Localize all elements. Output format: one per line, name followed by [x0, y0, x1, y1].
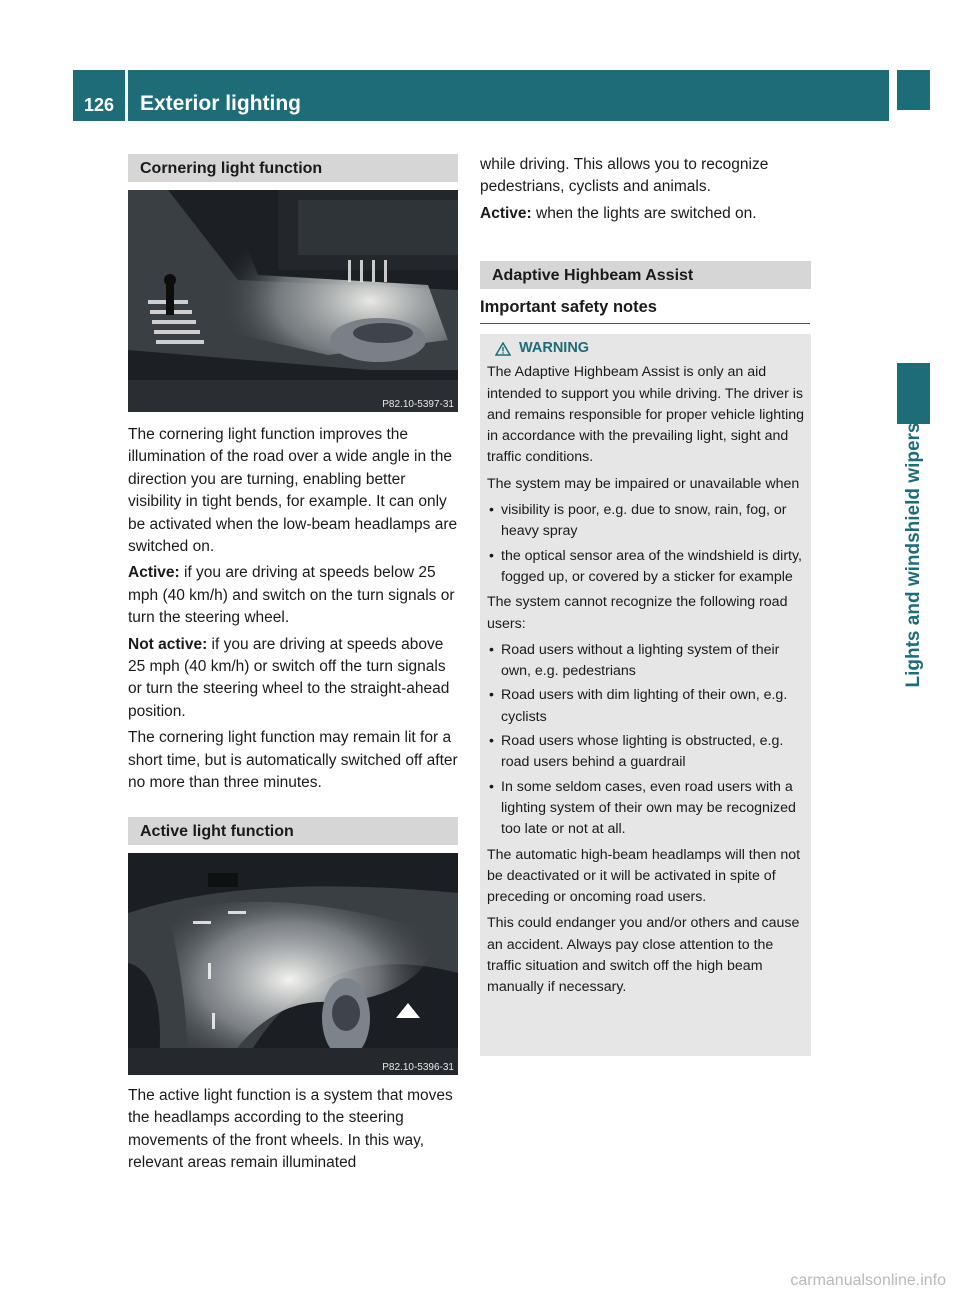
- warning-paragraph: The automatic high-beam headlamps will then not be deactivated or it will be activated in spite of preceding or oncoming road users.: [487, 846, 801, 906]
- warning-paragraph: The Adaptive Highbeam Assist is only an aid intended to support you while driving. The driver is and remains responsible for proper vehicle lighting in accordance with the prevailing light, sight and traffic conditions.: [487, 364, 805, 466]
- warning-paragraph: This could endanger you and/or others and cause an accident. Always pay close attention to the traffic situation and switch off the high beam manually if necessary.: [487, 915, 800, 996]
- list-item: • Road users without a lighting system of their own, e.g. pedestrians: [487, 640, 807, 683]
- subheading-safety-notes: Important safety notes: [480, 298, 810, 324]
- warning-list: [487, 500, 807, 588]
- figure-code: P82.10-5397-31: [382, 399, 454, 410]
- paragraph: The cornering light function improves the illumination of the road over a wide angle in the direction you are turning, enabling better visibility in tight bends, for example. It can only be activated when the low-beam headlamps are switched on.: [128, 426, 458, 556]
- page-number: 126: [83, 95, 115, 115]
- watermark: carmanualsonline.info: [790, 1272, 946, 1289]
- page-title: Exterior lighting: [140, 92, 302, 115]
- paragraph: while driving. This allows you to recognize pedestrians, cyclists and animals.: [480, 156, 769, 196]
- section-heading-highbeam-assist: Adaptive Highbeam Assist: [480, 261, 811, 289]
- paragraph-active: Active: if you are driving at speeds below 25 mph (40 km/h) and switch on the turn signals or turn the steering wheel.: [128, 564, 455, 627]
- cornering-light-illustration: [128, 190, 458, 412]
- warning-paragraph: The system cannot recognize the following road users:: [487, 594, 788, 632]
- list-item: • In some seldom cases, even road users with a lighting system of their own may be recognized too late or not at all.: [487, 777, 807, 841]
- list-item: • Road users whose lighting is obstructed, e.g. road users behind a guardrail: [487, 731, 807, 774]
- header-divider: [125, 70, 128, 121]
- warning-content: [487, 338, 807, 1004]
- active-light-illustration: [128, 853, 458, 1075]
- section-heading-active-light: Active light function: [128, 817, 458, 845]
- cornering-light-scene: [128, 190, 458, 412]
- paragraph: The active light function is a system that moves the headlamps according to the steering movements of the front wheels. In this way, relevant areas remain illuminated: [128, 1087, 453, 1172]
- section-heading-cornering-light: Cornering light function: [128, 154, 458, 182]
- list-item: • Road users with dim lighting of their own, e.g. cyclists: [487, 685, 807, 728]
- warning-list: [487, 640, 807, 841]
- active-light-text: [128, 1085, 460, 1179]
- side-tab-title: Lights and windshield wipers: [902, 422, 924, 688]
- warning-triangle-icon: [495, 342, 511, 356]
- list-item: • visibility is poor, e.g. due to snow, rain, fog, or heavy spray: [487, 500, 807, 543]
- paragraph-active: Active: when the lights are switched on.: [480, 204, 757, 222]
- cornering-light-text: [128, 424, 460, 799]
- active-light-scene: [128, 853, 458, 1075]
- paragraph: The cornering light function may remain lit for a short time, but is automatically switched off after no more than three minutes.: [128, 729, 458, 792]
- paragraph-not-active: Not active: if you are driving at speeds above 25 mph (40 km/h) or switch off the turn signals or turn the steering wheel to the straight-ahead position.: [128, 635, 450, 720]
- figure-code: P82.10-5396-31: [382, 1062, 454, 1073]
- continuation-text: [480, 154, 810, 229]
- warning-box: [480, 334, 811, 1056]
- list-item: • the optical sensor area of the windshield is dirty, fogged up, or covered by a sticker for example: [487, 546, 807, 589]
- warning-title: WARNING: [487, 338, 807, 359]
- side-tab-block: [897, 70, 930, 110]
- warning-paragraph: The system may be impaired or unavailable when: [487, 475, 800, 492]
